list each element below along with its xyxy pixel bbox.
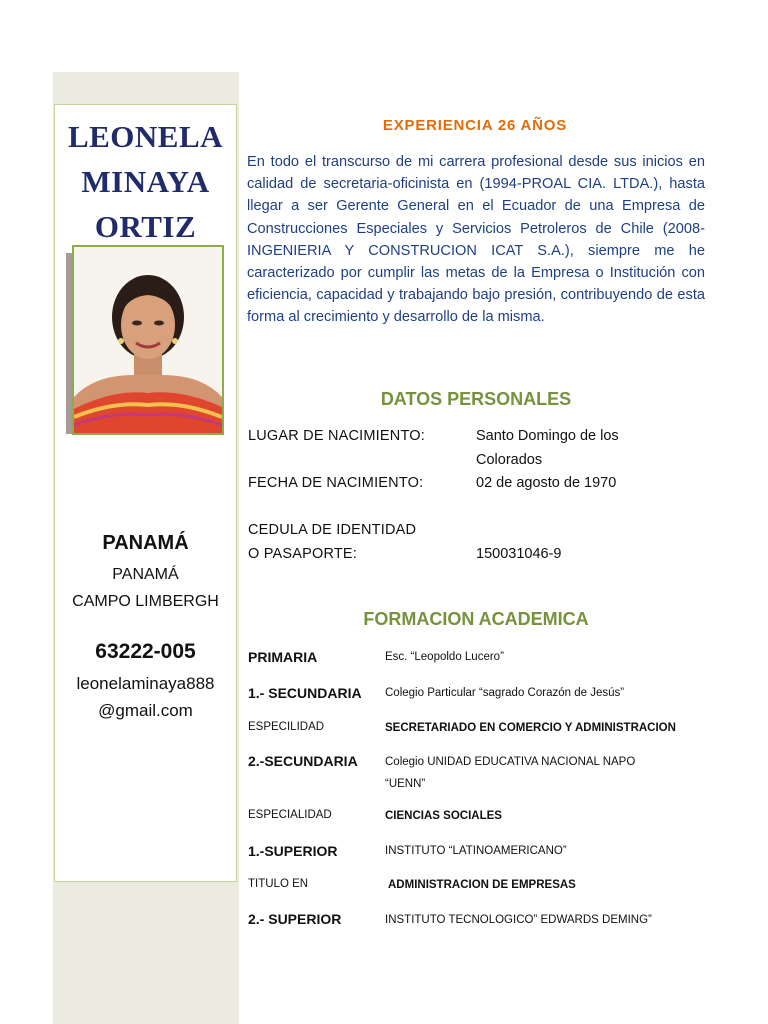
secundaria-2-spec-value: CIENCIAS SOCIALES bbox=[385, 810, 502, 822]
birthdate-value: 02 de agosto de 1970 bbox=[476, 475, 617, 491]
portrait-image bbox=[74, 247, 222, 433]
primaria-label: PRIMARIA bbox=[248, 649, 318, 665]
id-label-line-1: CEDULA DE IDENTIDAD bbox=[248, 522, 417, 538]
secundaria-1-spec-label: ESPECILIDAD bbox=[248, 721, 325, 733]
superior-2-value: INSTITUTO TECNOLOGICO” EDWARDS DEMING” bbox=[385, 914, 652, 926]
secundaria-2-value bbox=[385, 751, 635, 795]
primaria-value: Esc. “Leopoldo Lucero” bbox=[385, 651, 504, 663]
personal-data-title: DATOS PERSONALES bbox=[380, 389, 572, 409]
secundaria-2-spec-label: ESPECIALIDAD bbox=[248, 809, 332, 821]
birthplace-value bbox=[476, 424, 619, 472]
birthplace-value-line-2: Colorados bbox=[476, 452, 543, 468]
superior-1-title-value: ADMINISTRACION DE EMPRESAS bbox=[388, 879, 576, 891]
superior-2-label: 2.- SUPERIOR bbox=[248, 911, 342, 927]
superior-1-label: 1.-SUPERIOR bbox=[248, 843, 338, 859]
education-title: FORMACION ACADEMICA bbox=[363, 609, 589, 629]
name-line-1: LEONELA bbox=[67, 119, 224, 154]
secundaria-1-label: 1.- SECUNDARIA bbox=[248, 685, 362, 701]
birthplace-value-line-1: Santo Domingo de los bbox=[476, 428, 619, 444]
email-line-1: leonelaminaya888 bbox=[76, 674, 215, 693]
country-heading: PANAMÁ bbox=[102, 532, 189, 554]
city-line: PANAMÁ bbox=[112, 566, 179, 583]
id-label-line-2: O PASAPORTE: bbox=[248, 546, 358, 562]
experience-text: En todo el transcurso de mi carrera profesional desde sus inicios en calidad de secretaria-oficinista en (1994-PROAL CIA. LTDA.), hasta llegar a ser Gerente General en el Ecuador de una Empresa de Construcciones Especiales y Servicios Petroleros de Chile (2008-INGENIERIA Y CONSTRUCION ICAT S.A.), siempre me he caracterizado por cumplir las metas de la Empresa o Institución con eficiencia, capacidad y trabajando bajo presión, contribuyendo de esta forma al crecimiento y desarrollo de la misma. bbox=[247, 154, 705, 326]
superior-1-value: INSTITUTO “LATINOAMERICANO” bbox=[385, 845, 567, 857]
secundaria-2-label: 2.-SECUNDARIA bbox=[248, 753, 358, 769]
birthdate-label: FECHA DE NACIMIENTO: bbox=[248, 475, 424, 491]
secundaria-2-value-line-2: “UENN” bbox=[385, 778, 426, 790]
secundaria-1-spec-value: SECRETARIADO EN COMERCIO Y ADMINISTRACION bbox=[385, 722, 676, 734]
superior-1-title-label: TITULO EN bbox=[248, 878, 309, 890]
id-value: 150031046-9 bbox=[476, 546, 562, 562]
profile-photo bbox=[72, 245, 224, 435]
phone-number: 63222-005 bbox=[95, 640, 196, 663]
email-line-2: @gmail.com bbox=[98, 701, 193, 720]
birthplace-label: LUGAR DE NACIMIENTO: bbox=[248, 428, 425, 444]
secundaria-2-value-line-1: Colegio UNIDAD EDUCATIVA NACIONAL NAPO bbox=[385, 756, 636, 768]
experience-title: EXPERIENCIA 26 AÑOS bbox=[382, 117, 568, 134]
name-line-3: ORTIZ bbox=[94, 209, 197, 244]
name-line-2: MINAYA bbox=[81, 164, 210, 199]
person-name bbox=[54, 114, 237, 249]
secundaria-1-value: Colegio Particular “sagrado Corazón de Jesús” bbox=[385, 687, 625, 699]
district-line: CAMPO LIMBERGH bbox=[72, 593, 219, 610]
